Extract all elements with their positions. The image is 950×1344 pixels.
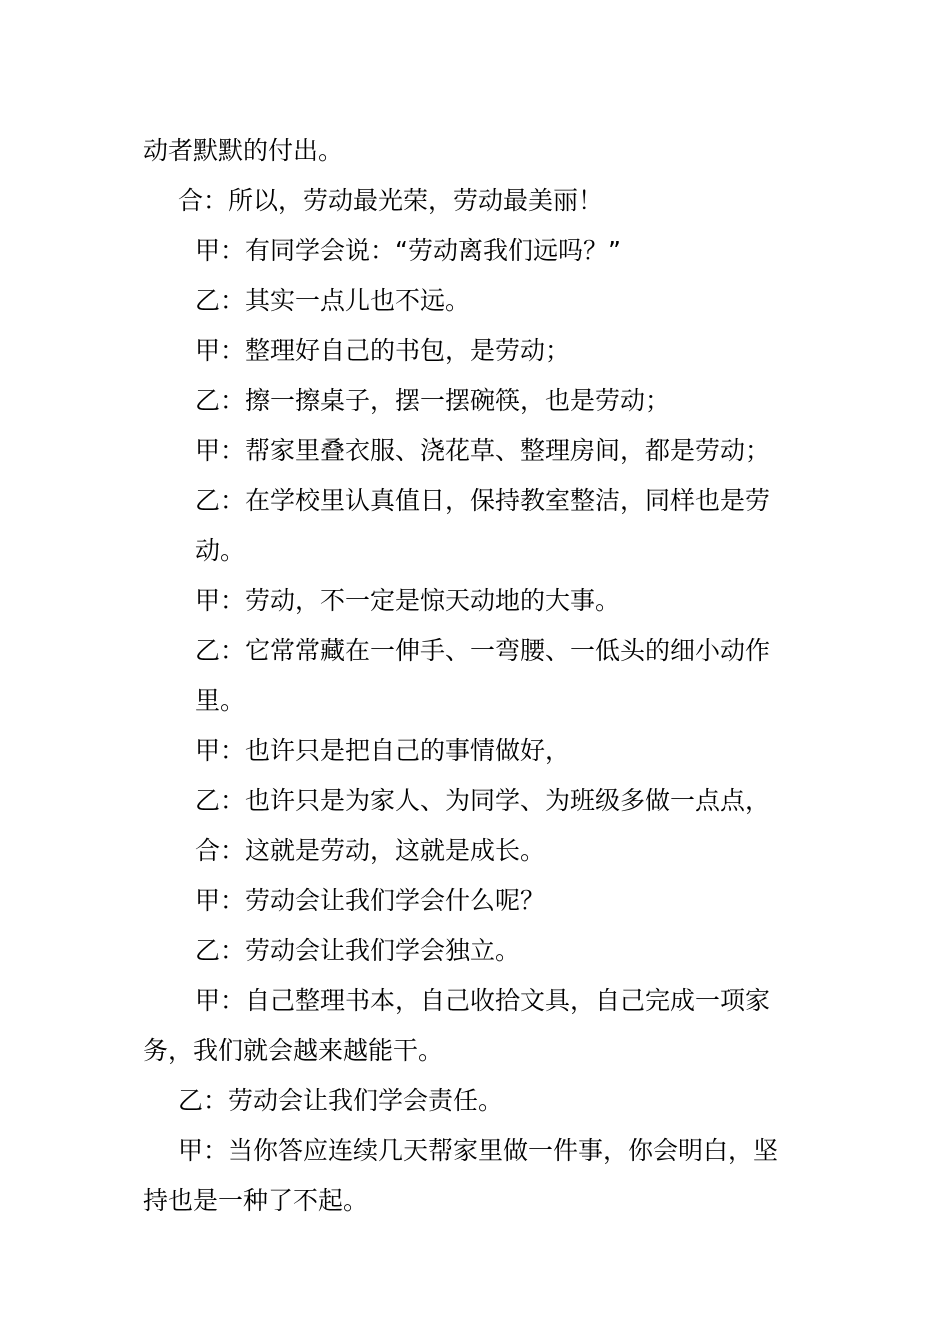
text-line: 甲：当你答应连续几天帮家里做一件事，你会明白，坚: [178, 1136, 779, 1165]
text-line: 甲：也许只是把自己的事情做好，: [195, 736, 571, 765]
text-line: 乙：在学校里认真值日，保持教室整洁，同样也是劳: [195, 486, 771, 515]
text-line: 合：所以，劳动最光荣，劳动最美丽！: [178, 186, 604, 215]
text-line: 甲：劳动会让我们学会什么呢？: [195, 886, 546, 915]
text-line: 乙：其实一点儿也不远。: [195, 286, 471, 315]
text-line: 务，我们就会越来越能干。: [143, 1036, 444, 1065]
text-line: 持也是一种了不起。: [143, 1186, 369, 1215]
text-line: 动。: [195, 536, 246, 565]
text-line: 乙：劳动会让我们学会独立。: [195, 936, 521, 965]
text-line: 甲：劳动，不一定是惊天动地的大事。: [195, 586, 621, 615]
text-line: 合：这就是劳动，这就是成长。: [195, 836, 546, 865]
text-line: 甲：有同学会说：“劳动离我们远吗？”: [195, 236, 621, 265]
text-line: 乙：擦一擦桌子，摆一摆碗筷，也是劳动；: [195, 386, 671, 415]
text-line: 乙：它常常藏在一伸手、一弯腰、一低头的细小动作: [195, 636, 771, 665]
text-line: 乙：也许只是为家人、为同学、为班级多做一点点，: [195, 786, 771, 815]
text-line: 甲：自己整理书本，自己收拾文具，自己完成一项家: [195, 986, 771, 1015]
text-line: 里。: [195, 686, 246, 715]
text-line: 乙：劳动会让我们学会责任。: [178, 1086, 504, 1115]
text-line: 甲：整理好自己的书包，是劳动；: [195, 336, 571, 365]
text-line: 动者默默的付出。: [143, 136, 344, 165]
text-line: 甲：帮家里叠衣服、浇花草、整理房间，都是劳动；: [195, 436, 771, 465]
